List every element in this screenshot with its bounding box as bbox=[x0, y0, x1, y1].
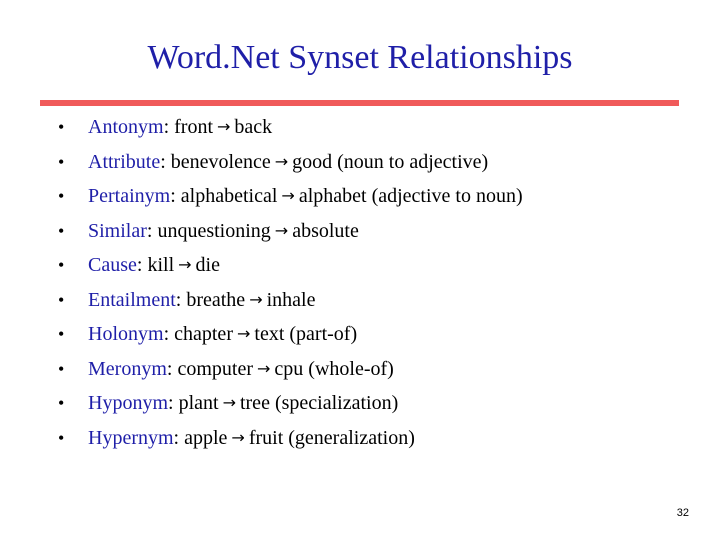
example-source: computer bbox=[177, 357, 253, 380]
term-separator: : bbox=[146, 219, 158, 242]
term-separator: : bbox=[163, 323, 175, 345]
relationship-text bbox=[88, 181, 523, 211]
relationship-term: Entailment bbox=[88, 288, 176, 311]
relationship-term: Hypernym bbox=[88, 426, 174, 449]
term-separator: : bbox=[160, 150, 171, 173]
relationship-term: Attribute bbox=[88, 150, 161, 173]
term-separator: : bbox=[168, 392, 179, 414]
bullet-icon: • bbox=[58, 255, 65, 275]
title-divider bbox=[40, 100, 679, 106]
relationship-note: (whole-of) bbox=[303, 357, 394, 380]
relationship-text bbox=[88, 388, 398, 418]
relationship-note: (part-of) bbox=[284, 323, 358, 345]
relationship-term: Meronym bbox=[88, 357, 167, 380]
example-source: chapter bbox=[174, 323, 233, 345]
relationship-note: (adjective to noun) bbox=[366, 185, 523, 207]
relationship-text bbox=[88, 250, 220, 280]
relationship-term: Holonym bbox=[88, 323, 164, 345]
relationship-text bbox=[88, 147, 488, 177]
example-source: benevolence bbox=[170, 150, 271, 173]
bullet-icon: • bbox=[58, 186, 65, 206]
relationship-text bbox=[88, 354, 394, 384]
relationship-term: Hyponym bbox=[88, 392, 168, 414]
right-arrow-icon: → bbox=[236, 324, 251, 343]
example-target: back bbox=[234, 116, 273, 138]
bullet-icon: • bbox=[58, 220, 65, 241]
term-separator: : bbox=[136, 254, 148, 276]
term-separator: : bbox=[175, 288, 187, 311]
example-target: cpu bbox=[274, 357, 304, 380]
bullet-icon: • bbox=[58, 289, 65, 310]
example-target: tree bbox=[239, 392, 270, 414]
example-source: front bbox=[174, 116, 214, 138]
term-separator: : bbox=[170, 185, 181, 207]
example-source: unquestioning bbox=[157, 219, 271, 242]
relationship-term: Cause bbox=[88, 254, 137, 276]
right-arrow-icon: → bbox=[281, 186, 295, 205]
term-separator: : bbox=[163, 116, 175, 138]
relationship-text bbox=[88, 423, 415, 453]
term-separator: : bbox=[173, 426, 185, 449]
relationship-text bbox=[88, 285, 315, 315]
example-target: inhale bbox=[266, 288, 316, 311]
example-target: text bbox=[254, 323, 285, 345]
relationship-note: (noun to adjective) bbox=[332, 150, 489, 173]
bullet-icon: • bbox=[58, 358, 65, 379]
example-target: fruit bbox=[248, 426, 284, 449]
example-target: alphabet bbox=[298, 185, 367, 207]
right-arrow-icon: → bbox=[274, 220, 289, 240]
bullet-icon: • bbox=[58, 117, 65, 137]
right-arrow-icon: → bbox=[256, 358, 271, 378]
example-source: breathe bbox=[186, 288, 246, 311]
bullet-icon: • bbox=[58, 393, 65, 413]
relationship-text bbox=[88, 319, 357, 349]
relationship-note: (generalization) bbox=[283, 426, 415, 449]
right-arrow-icon: → bbox=[231, 427, 245, 447]
term-separator: : bbox=[166, 357, 178, 380]
relationship-term: Antonym bbox=[88, 116, 164, 138]
example-source: apple bbox=[184, 426, 228, 449]
page-number: 32 bbox=[676, 507, 689, 519]
relationship-term: Pertainym bbox=[88, 185, 171, 207]
relationship-term: Similar bbox=[88, 219, 147, 242]
slide-title: Word.Net Synset Relationships bbox=[147, 39, 573, 76]
right-arrow-icon: → bbox=[274, 151, 289, 171]
right-arrow-icon: → bbox=[222, 393, 236, 412]
example-source: plant bbox=[178, 392, 219, 414]
example-source: kill bbox=[147, 254, 175, 276]
bullet-icon: • bbox=[58, 427, 65, 448]
example-target: die bbox=[195, 254, 220, 276]
example-target: good bbox=[292, 150, 333, 173]
relationship-note: (specialization) bbox=[269, 392, 399, 414]
example-target: absolute bbox=[292, 219, 359, 242]
bullet-icon: • bbox=[58, 324, 65, 344]
right-arrow-icon: → bbox=[217, 117, 231, 136]
bullet-icon: • bbox=[58, 151, 65, 172]
example-source: alphabetical bbox=[180, 185, 278, 207]
right-arrow-icon: → bbox=[178, 255, 192, 274]
relationship-text bbox=[88, 112, 272, 142]
relationship-text bbox=[88, 216, 359, 246]
right-arrow-icon: → bbox=[249, 289, 263, 309]
